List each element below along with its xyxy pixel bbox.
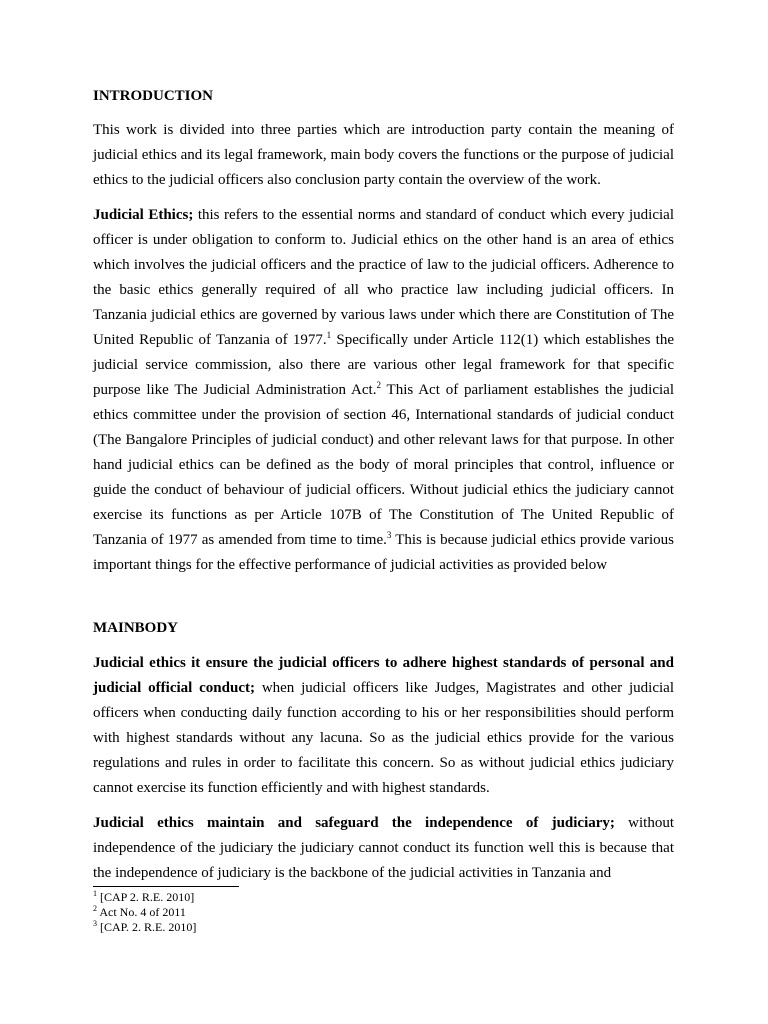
judicial-ethics-lead: Judicial Ethics; (93, 207, 194, 223)
footnote-ref-1: 1 (326, 330, 332, 340)
footnote-separator (93, 886, 239, 887)
mainbody-paragraph-1-lead: Judicial ethics it ensure the judicial officers to adhere highest standards of personal and judicial official conduct; (93, 655, 674, 696)
mainbody-paragraph-1 (93, 651, 674, 801)
footnote-ref-3: 3 (386, 530, 392, 540)
judicial-ethics-text-4: This is because judicial ethics provide various important things for the effective performance of judicial activities as provided below (93, 532, 674, 573)
introduction-heading: INTRODUCTION (93, 88, 214, 104)
introduction-paragraph: This work is divided into three parties which are introduction party contain the meaning of judicial ethics and its legal framework, main body covers the functions or the purpose of judicial ethics to the judicial officers also conclusion party contain the overview of the work. (93, 122, 674, 188)
mainbody-paragraph-2 (93, 811, 674, 886)
footnote-2: $^2$ Act No. 4 of 2011 (93, 904, 186, 919)
judicial-ethics-text-2: Specifically under Article 112(1) which establishes the judicial service commission, also there are various other legal framework for that specific purpose like The Judicial Administration Act. (93, 332, 674, 398)
judicial-ethics-paragraph (93, 203, 674, 578)
judicial-ethics-text-1: this refers to the essential norms and standard of conduct which every judicial officer is under obligation to conform to. Judicial ethics on the other hand is an area of ethics which involves the judicial officers and the practice of law to the judicial officers. Adherence to the basic ethics generally required of all who practice law including judicial officers. In Tanzania judicial ethics are governed by various laws under which there are Constitution of The United Republic of Tanzania of 1977. (93, 207, 674, 348)
footnotes (93, 890, 196, 935)
footnote-3: $^3$ [CAP. 2. R.E. 2010] (93, 919, 197, 934)
mainbody-heading: MAINBODY (93, 620, 178, 636)
mainbody-paragraph-1-text: when judicial officers like Judges, Magistrates and other judicial officers when conducting daily function according to his or her responsibilities should perform with highest standards without any lacuna. So as the judicial ethics provide for the various regulations and rules in order to facilitate this concern. So as without judicial ethics judiciary cannot exercise its function efficiently and with highest standards. (93, 680, 674, 796)
footnote-1: $^1$ [CAP 2. R.E. 2010] (93, 889, 195, 904)
judicial-ethics-text-3: This Act of parliament establishes the judicial ethics committee under the provision of section 46, International standards of judicial conduct (The Bangalore Principles of judicial conduct) and other relevant laws for that purpose. In other hand judicial ethics can be defined as the body of moral principles that control, influence or guide the conduct of behaviour of judicial officers. Without judicial ethics the judiciary cannot exercise its functions as per Article 107B of The Constitution of The United Republic of Tanzania of 1977 as amended from time to time. (93, 382, 674, 548)
mainbody-paragraph-2-lead: Judicial ethics maintain and safeguard the independence of judiciary; (93, 815, 615, 831)
mainbody-paragraph-2-text: without independence of the judiciary the judiciary cannot conduct its function well this is because that the independence of judiciary is the backbone of the judicial activities in Tanzania and (93, 815, 674, 881)
footnote-ref-2: 2 (376, 380, 381, 390)
